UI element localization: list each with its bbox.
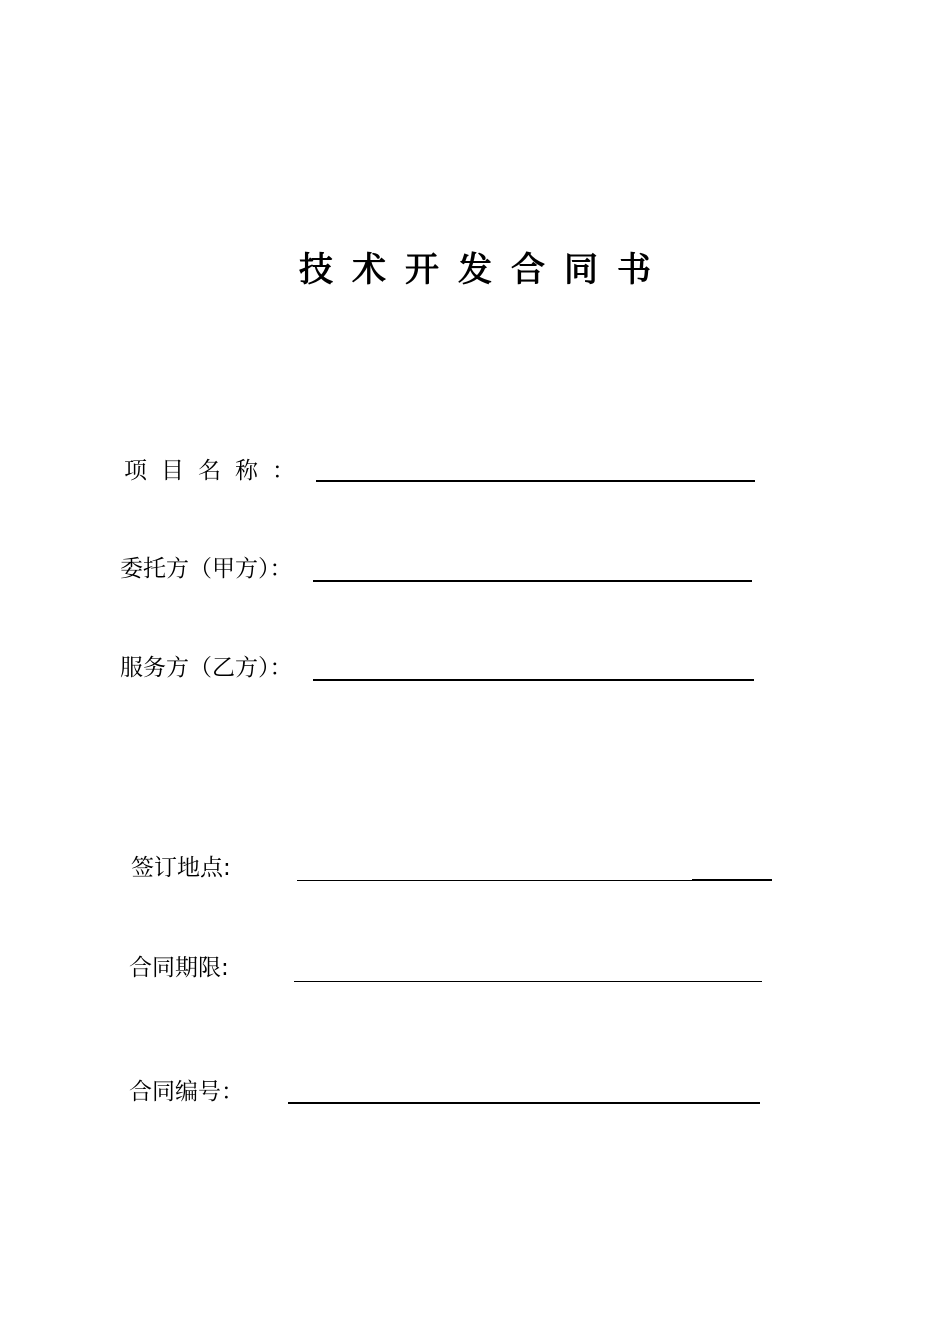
document-title: 技术开发合同书	[299, 250, 670, 290]
party-b-label: 服务方（乙方）：	[120, 655, 293, 681]
sign-location-blank-line-end	[692, 879, 772, 881]
sign-location-label: 签订地点:	[131, 855, 231, 881]
project-name-blank-line[interactable]	[316, 480, 755, 482]
contract-number-blank-line[interactable]	[288, 1102, 760, 1104]
sign-location-blank-line[interactable]	[297, 880, 692, 881]
contract-term-label: 合同期限:	[129, 955, 229, 981]
contract-number-label: 合同编号：	[129, 1079, 244, 1105]
project-name-label: 项目名称：	[124, 458, 309, 484]
party-a-label: 委托方（甲方）：	[120, 556, 293, 582]
party-a-blank-line[interactable]	[313, 580, 752, 582]
party-b-blank-line[interactable]	[313, 679, 754, 681]
contract-term-blank-line[interactable]	[294, 981, 762, 982]
